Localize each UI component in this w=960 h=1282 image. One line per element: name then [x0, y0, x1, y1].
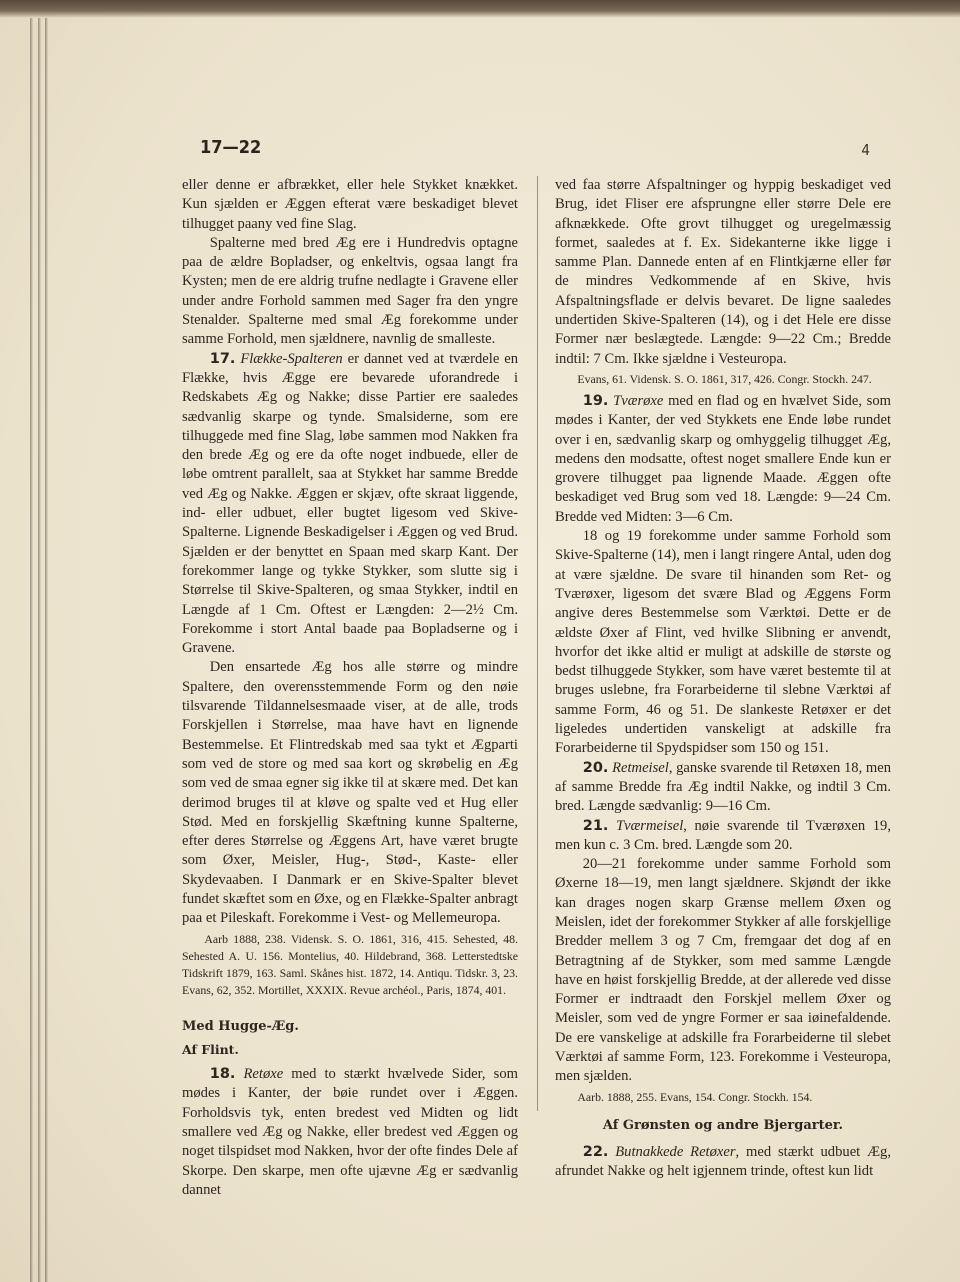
references: Aarb 1888, 238. Vidensk. S. O. 1861, 316, 415. Sehested, 48. Sehested A. U. 156. Montelius, 40. Hildebrand, 368. Letterstedtske Tidskrift 1879, 163. Saml. Skånes hist. 1872, 14. Antiqu. Tidskr. 3, 23. Evans, 62, 352. Mortillet, XXXIX. Revue archéol., Paris, 1874, 401. [182, 931, 518, 997]
entry-text: , nøie svarende til Tværøxen 19, men kun c. 3 Cm. bred. Længde som 20. [555, 817, 891, 853]
entry-21 [555, 817, 891, 856]
entry-number: 18. [209, 1066, 236, 1083]
entry-title: Butnakkede Retøxer [615, 1143, 736, 1160]
entry-number: 21. [582, 817, 609, 834]
entry-19 [555, 392, 891, 527]
entry-17 [182, 350, 518, 659]
entry-title: Flække-Spalteren [240, 350, 343, 367]
page-top-edge [0, 0, 960, 18]
subsection-heading: Af Flint. [182, 1041, 239, 1057]
page-edge-line [30, 18, 33, 1282]
entry-20 [555, 759, 891, 817]
entry-22 [555, 1143, 891, 1182]
column-divider [537, 176, 538, 1111]
paragraph: ved faa større Afspaltninger og hyppig beskadiget ved Brug, idet Fliser ere afsprungne eller større Dele ere afknækkede. Ofte grovt tilhugget og uregelmæssig formet, saaledes at f. Ex. Sidekanterne ikke ligge i samme Plan. Dannede enten af en Flintkjærne eller før de mindres Vedkommende af en Skive, hvis Afspaltningsflade er delvis bevaret. De ligne saaledes undertiden Skive-Spalteren (14), og i det Hele ere disse Former nær beslægtede. Længde: 9—22 Cm.; Bredde indtil: 7 Cm. Ikke sjældne i Vesteuropa. [555, 177, 891, 367]
paragraph: 18 og 19 forekomme under samme Forhold som Skive-Spalterne (14), men i langt ringere Antal, uden dog at være sjældne. De svare til hinanden som Ret- og Tværøxer, ligesom det svære Blad og Æggens Form angive deres Bestemmelse som Værktøi. Dette er de ældste Øxer af Flint, ved hvilke Slibning er anvendt, hvorfor det ikke altid er muligt at adskille de største og bedst tilhuggede Stykker, som have været bestemte til at bruges uslebne, fra Forarbeiderne til slebne Værktøi af samme Form, 46 og 51. De slankeste Retøxer er det ligeledes undertiden vanskeligt at adskille fra Forarbeiderne til Spydspidser som 150 og 151. [555, 528, 891, 757]
entry-title: Tværøxe [613, 392, 664, 409]
entry-text: med to stærkt hvælvede Sider, som mødes i Kanter, der bøie rundet over i Æggen. Forholdsvis tyk, enten bredest ved Midten og lidt smallere ved Æg og Nakke, eller bredest ved Æggen og noget tilspidset mod Nakken, hvor der ofte findes Dele af Skorpe. Den skarpe, men ofte ujævne Æg er sædvanlig dannet [182, 1066, 518, 1198]
page-edge-line [38, 18, 41, 1282]
entry-number: 22. [582, 1143, 609, 1160]
entry-text: med en flad og en hvælvet Side, som mødes i Kanter, der ved Stykkets ene Ende løbe rundet over i en, sædvanlig skarp og omhyggelig tilhugget Æg, medens den modsatte, oftest noget smallere Ende kun er grovere tilhugget paa lignende Maade. Æggen ofte beskadiget ved Brug som ved 18. Længde: 9—24 Cm. Bredde ved Midten: 3—6 Cm. [555, 392, 892, 525]
entry-title: Retmeisel [612, 759, 669, 776]
references: Evans, 61. Vidensk. S. O. 1861, 317, 426. Congr. Stockh. 247. [577, 371, 872, 386]
section-heading: Af Grønsten og andre Bjergarter. [602, 1117, 844, 1133]
entry-number: 20. [582, 759, 609, 776]
entry-18 [182, 1065, 518, 1200]
left-column [182, 176, 518, 1200]
paragraph: Den ensartede Æg hos alle større og mindre Spaltere, den overensstemmende Form og den nøie tilsvarende Tildannelsesmaade viser, at de alle, trods Forskjellen i Størrelse, maa have havt en lignende Bestemmelse. Et Flintredskab med saa tykt et Ægparti som ved de store og med saa kort og skrøbelig en Æg som ved de smaa egner sig ikke til at skære med. Det kan derimod bruges til at kløve og spalte ved et Hug eller Stød. Med en forskjellig Skæftning kunne Spalterne, efter deres Størrelse og Æggens Art, have været brugte som Øxer, Meisler, Hug-, Stød-, Kaste- eller Skydevaaben. I Danmark er en Skive-Spalter blevet fundet skæftet som en Øxe, og en Flække-Spalter anbragt paa et Pileskaft. Forekomme i Vest- og Mellemeuropa. [182, 659, 518, 927]
entry-text: er dannet ved at tværdele en Flække, hvis Ægge ere bevarede uforandrede i Redskabets Æg og Nakke; disse Partier ere saaledes sædvanlig skarpe og tynde. Smalsiderne, som ere tilhuggede med fine Slag, løbe sammen mod Nakken fra den brede Æg og ere da ofte noget indbuede, eller de løbe omtrent parallelt, saa at Stykket har samme Bredde ved Æg og Nakke. Æggen er skjæv, ofte skraat liggende, ind- eller udbuet, eller bugtet ligesom ved Skive-Spalterne. Lignende Beskadigelser i Æggen og ved Brud. Sjælden er der benyttet en Spaan med skarp Kant. Der forekommer lange og tykke Stykker, som slutte sig i Størrelse til Skive-Spalteren, og smaa Stykker, indtil en Længde af 1 Cm. Oftest er Længden: 2—2½ Cm. Forekomme i stort Antal baade paa Bopladserne og i Gravene. [182, 350, 518, 657]
item-range: 17—22 [200, 137, 262, 158]
entry-number: 17. [209, 350, 236, 367]
references: Aarb. 1888, 255. Evans, 154. Congr. Stockh. 154. [577, 1089, 813, 1104]
entry-text: , ganske svarende til Retøxen 18, men af samme Bredde fra Æg indtil Nakke, og indtil 3 Cm. bred. Længde sædvanlig: 9—16 Cm. [555, 759, 891, 815]
entry-number: 19. [582, 392, 609, 409]
right-column [555, 176, 891, 1182]
paragraph: 20—21 forekomme under samme Forhold som Øxerne 18—19, men langt sjældnere. Skjøndt der ikke kan drages nogen skarp Grænse mellem Øxen og Meislen, idet der forekommer Stykker af alle forskjellige Bredder mellem 3 og 7 Cm, fremgaar det dog af en Betragtning af de Stykker, som med samme Længde have en høist forskjellig Bredde, at der allerede ved disse Former er indtraadt den Forskjel mellem Øxer og Meisler, som ved de yngre Former er saa iøinefaldende. De ere vanskelige at adskille fra Forarbeiderne til slebet Værktøi af samme Form, 123. Forekomme i Vesteuropa, men sjælden. [555, 856, 891, 1085]
paragraph: eller denne er afbrækket, eller hele Stykket knækket. Kun sjælden er Æggen efterat være beskadiget blevet tilhugget paany ved fine Slag. [182, 177, 518, 232]
paragraph: Spalterne med bred Æg ere i Hundredvis optagne paa de ældre Bopladser, og enkeltvis, ogsaa langt fra Kysten; men de ere aldrig trufne nedlagte i Gravene eller under andre Forhold sammen med Sager fra den yngre Stenalder. Spalterne med smal Æg forekomme under samme Forhold, men sjældnere, navnlig de smalleste. [182, 234, 518, 348]
entry-text: , med stærkt udbuet Æg, afrundet Nakke og helt igjennem trinde, oftest kun lidt [555, 1143, 891, 1180]
page-number: 4 [861, 141, 870, 159]
entry-title: Retøxe [243, 1066, 284, 1083]
section-heading: Med Hugge-Æg. [182, 1018, 299, 1034]
page-edge-line [45, 18, 48, 1282]
entry-title: Tværmeisel [615, 817, 684, 834]
running-header [200, 137, 880, 167]
